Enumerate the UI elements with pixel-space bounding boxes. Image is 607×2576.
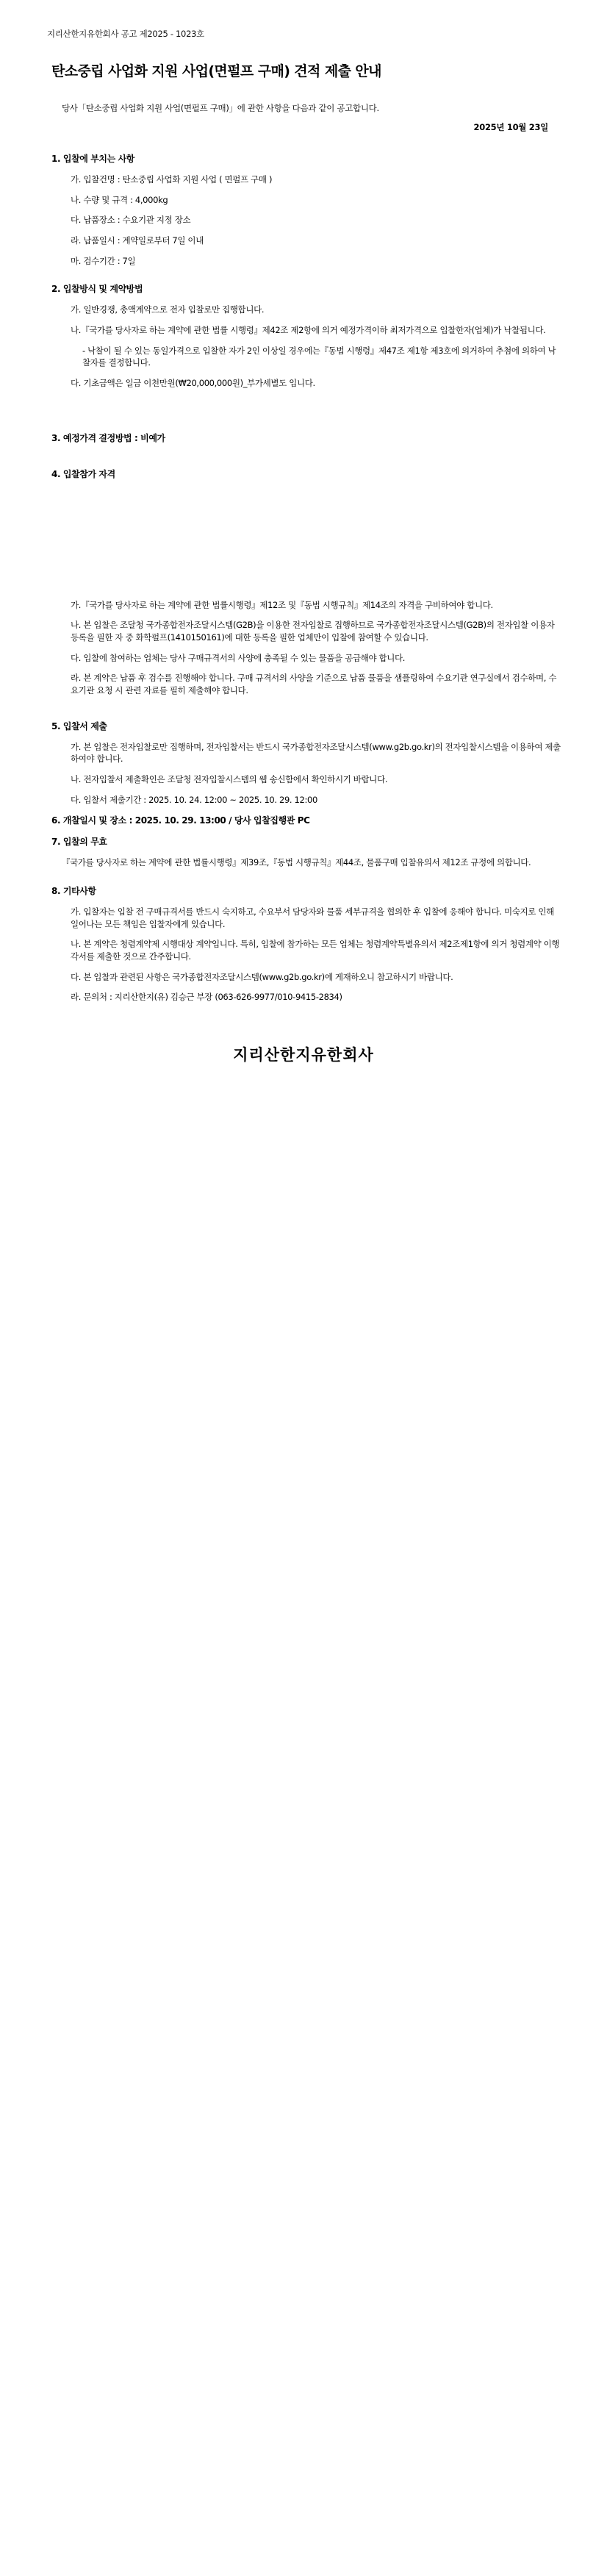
section-heading: 4. 입찰참가 자격 (51, 468, 115, 479)
section-heading: 8. 기타사항 (51, 886, 96, 897)
section-invalid-bid (46, 835, 561, 869)
section-other-matters (46, 884, 561, 1003)
list-item: 가. 입찰자는 입찰 전 구매규격서를 반드시 숙지하고, 수요부서 담당자와 물품 세부규격을 협의한 후 입찰에 응해야 합니다. 미숙지로 인해 일어나는 모든 책임은 입찰자에게 있습니다. (71, 906, 554, 929)
section-opening-datetime (46, 814, 561, 826)
list-item: 나.『국가를 당사자로 하는 계약에 관한 법률 시행령』제42조 제2항에 의거 예정가격이하 최저가격으로 입찰한자(업체)가 낙찰됩니다. (71, 325, 546, 336)
list-item: 가. 입찰건명 : 탄소중립 사업화 지원 사업 ( 면펄프 구매 ) (71, 174, 273, 185)
list-item: 라. 본 계약은 납품 후 검수를 진행해야 합니다. 구매 규격서의 사양을 기준으로 납품 물품을 샘플링하여 수요기관 연구실에서 검수하며, 수요기관 요청 시 관련 자료를 필히 제출해야 합니다. (71, 673, 557, 696)
section-heading: 3. 예정가격 결정방법 : 비예가 (51, 432, 165, 443)
list-item: 라. 납품일시 : 계약일로부터 7일 이내 (71, 235, 204, 246)
section-heading: 1. 입찰에 부치는 사항 (51, 154, 134, 164)
section-heading: 5. 입찰서 제출 (51, 720, 107, 731)
list-item: - 낙찰이 될 수 있는 동일가격으로 입찰한 자가 2인 이상일 경우에는『동법 시행령』제47조 제1항 제3호에 의거하여 추첨에 의하여 낙찰자를 결정합니다. (82, 345, 556, 368)
section-bid-method (46, 282, 561, 389)
list-item: 가.『국가를 당사자로 하는 계약에 관한 법률시행령』제12조 및『동법 시행규칙』제14조의 자격을 구비하여야 합니다. (71, 599, 493, 610)
list-item: 다. 납품장소 : 수요기관 지정 장소 (71, 215, 191, 226)
list-item: 가. 일반경쟁, 총액계약으로 전자 입찰로만 집행합니다. (71, 304, 265, 315)
list-item: 라. 문의처 : 지리산한지(유) 김승근 부장 (063-626-9977/010-9415-2834) (71, 992, 342, 1003)
list-item: 나. 본 계약은 청렴계약제 시행대상 계약입니다. 특히, 입찰에 참가하는 모든 업체는 청렴계약특별유의서 제2조제1항에 의거 청렴계약 이행각서를 제출한 것으로 간주합니다. (71, 939, 560, 962)
intro-paragraph: 당사「탄소중립 사업화 지원 사업(면펄프 구매)」에 관한 사항을 다음과 같이 공고합니다. (62, 103, 379, 113)
list-item: 다. 본 입찰과 관련된 사항은 국가종합전자조달시스템(www.g2b.go.kr)에 게재하오니 참고하시기 바랍니다. (71, 971, 453, 982)
page-title: 탄소중립 사업화 지원 사업(면펄프 구매) 견적 제출 안내 (51, 63, 381, 79)
list-item: 가. 본 입찰은 전자입찰로만 집행하며, 전자입찰서는 반드시 국가종합전자조달시스템(www.g2b.go.kr)의 전자입찰시스템을 이용하여 제출하여야 합니다. (71, 741, 561, 765)
issuing-company: 지리산한지유한회사 (233, 1046, 374, 1065)
section-qualification (46, 468, 561, 697)
list-item: 마. 검수기간 : 7일 (71, 255, 136, 266)
document-number: 지리산한지유한회사 공고 제2025 - 1023호 (47, 29, 204, 39)
list-item: 다. 입찰서 제출기간 : 2025. 10. 24. 12:00 ~ 2025. 10. 29. 12:00 (71, 794, 317, 805)
section-heading: 2. 입찰방식 및 계약방법 (51, 284, 143, 295)
list-item: 『국가를 당사자로 하는 계약에 관한 법률시행령』제39조,『동법 시행규칙』제44조, 물품구매 입찰유의서 제12조 규정에 의합니다. (62, 857, 531, 868)
section-price-decision (46, 432, 561, 444)
list-item: 다. 기초금액은 일금 이천만원(₩20,000,000원)_부가세별도 입니다. (71, 378, 315, 389)
section-bid-matters (46, 152, 561, 267)
announcement-date: 2025년 10월 23일 (473, 122, 548, 132)
section-heading: 7. 입찰의 무효 (51, 837, 107, 848)
section-heading: 6. 개찰일시 및 장소 : 2025. 10. 29. 13:00 / 당사 입찰집행관 PC (51, 815, 310, 826)
list-item: 다. 입찰에 참여하는 업체는 당사 구매규격서의 사양에 충족될 수 있는 물품을 공급해야 합니다. (71, 652, 406, 663)
list-item: 나. 전자입찰서 제출확인은 조달청 전자입찰시스템의 웹 송신함에서 확인하시기 바랍니다. (71, 774, 388, 785)
list-item: 나. 본 입찰은 조달청 국가종합전자조달시스템(G2B)을 이용한 전자입찰로 집행하므로 국가종합전자조달시스템(G2B)의 전자입찰 이용자 등록을 필한 자 중 화학펄프(1410150161)에 대한 등록을 필한 업체만이 입찰에 참여할 수 있습니다. (71, 620, 555, 643)
section-bid-submission (46, 720, 561, 806)
list-item: 나. 수량 및 규격 : 4,000kg (71, 194, 168, 205)
